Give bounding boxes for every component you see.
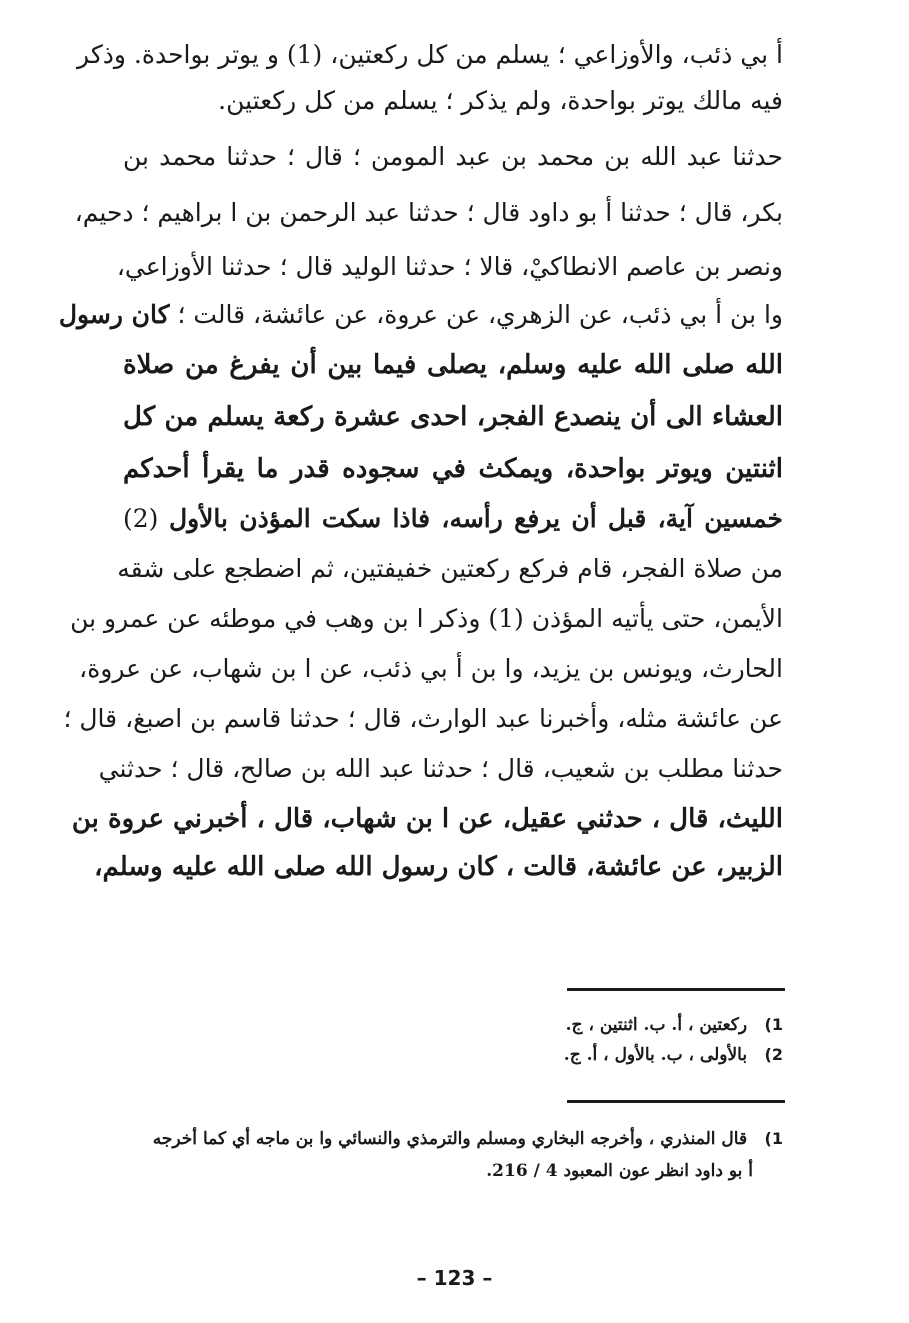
variant-note-2-text: بالأولى ، ب. بالأول ، أ. ج. [563, 1045, 748, 1065]
text-line-2: فيه مالك يوتر بواحدة، ولم يذكر ؛ يسلم من كل ركعتين. [218, 86, 783, 115]
source-note-1-line-1 [123, 1124, 783, 1154]
variant-note-2 [123, 1040, 783, 1070]
text-line-12: الأيمن، حتى يأتيه المؤذن (1) وذكر ا بن وهب في موطئه عن عمرو بن [70, 604, 783, 633]
variant-note-1 [123, 1010, 783, 1040]
text-line-11: من صلاة الفجر، قام فركع ركعتين خفيفتين، ثم اضطجع على شقه [117, 554, 783, 583]
text-line-9: اثنتين ويوتر بواحدة، ويمكث في سجوده قدر ما يقرأ أحدكم [123, 454, 783, 484]
text-line-5: ونصر بن عاصم الانطاكيْ، قالا ؛ حدثنا الوليد قال ؛ حدثنا الأوزاعي، [116, 252, 783, 281]
footnote-ref-2: (2) [123, 504, 159, 533]
text-line-10-bold: خمسين آية، قبل أن يرفع رأسه، فاذا سكت المؤذن بالأول [168, 504, 783, 533]
text-line-1: أ بي ذئب، والأوزاعي ؛ يسلم من كل ركعتين، (1) و يوتر بواحدة. وذكر [77, 40, 783, 69]
source-note-1-line-2: أ بو داود انظر عون المعبود 4 / 216. [486, 1161, 753, 1181]
text-line-15: حدثنا مطلب بن شعيب، قال ؛ حدثنا عبد الله بن صالح، قال ؛ حدثني [98, 754, 783, 783]
text-line-13: الحارث، ويونس بن يزيد، وا بن أ بي ذئب، عن ا بن شهاب، عن عروة، [79, 654, 783, 683]
text-line-6 [58, 292, 783, 338]
text-line-7: الله صلى الله عليه وسلم، يصلى فيما بين أن يفرغ من صلاة [123, 350, 783, 380]
text-line-8: العشاء الى أن ينصدع الفجر، احدى عشرة ركعة يسلم من كل [123, 402, 783, 432]
text-line-6-main: وا بن أ بي ذئب، عن الزهري، عن عروة، عن عائشة، قالت ؛ [177, 300, 783, 329]
text-line-16: الليث، قال ، حدثني عقيل، عن ا بن شهاب، قال ، أخبرني عروة بن [71, 804, 783, 834]
text-line-14: عن عائشة مثله، وأخبرنا عبد الوارث، قال ؛ حدثنا قاسم بن اصبغ، قال ؛ [63, 704, 783, 733]
variant-note-2-number: 2) [764, 1045, 783, 1064]
source-note-1-text-1: قال المنذري ، وأخرجه البخاري ومسلم والترمذي والنسائي وا بن ماجه أي كما أخرجه [152, 1129, 748, 1149]
text-line-3: حدثنا عبد الله بن محمد بن عبد المومن ؛ قال ؛ حدثنا محمد بن [123, 142, 783, 171]
text-line-4: بكر، قال ؛ حدثنا أ بو داود قال ؛ حدثنا عبد الرحمن بن ا براهيم ؛ دحيم، [74, 198, 783, 227]
page-number: – 123 – [416, 1266, 493, 1290]
text-line-6-bold: كان رسول [58, 300, 170, 329]
footnote-divider-bottom [567, 1100, 785, 1103]
footnote-divider-top [567, 988, 785, 991]
text-line-10 [123, 496, 783, 542]
variant-note-1-text: ركعتين ، أ. ب. اثنتين ، ج. [565, 1015, 748, 1035]
variant-note-1-number: 1) [764, 1015, 783, 1034]
text-line-17: الزبير، عن عائشة، قالت ، كان رسول الله صلى الله عليه وسلم، [94, 852, 783, 882]
source-note-1-number: 1) [764, 1129, 783, 1148]
